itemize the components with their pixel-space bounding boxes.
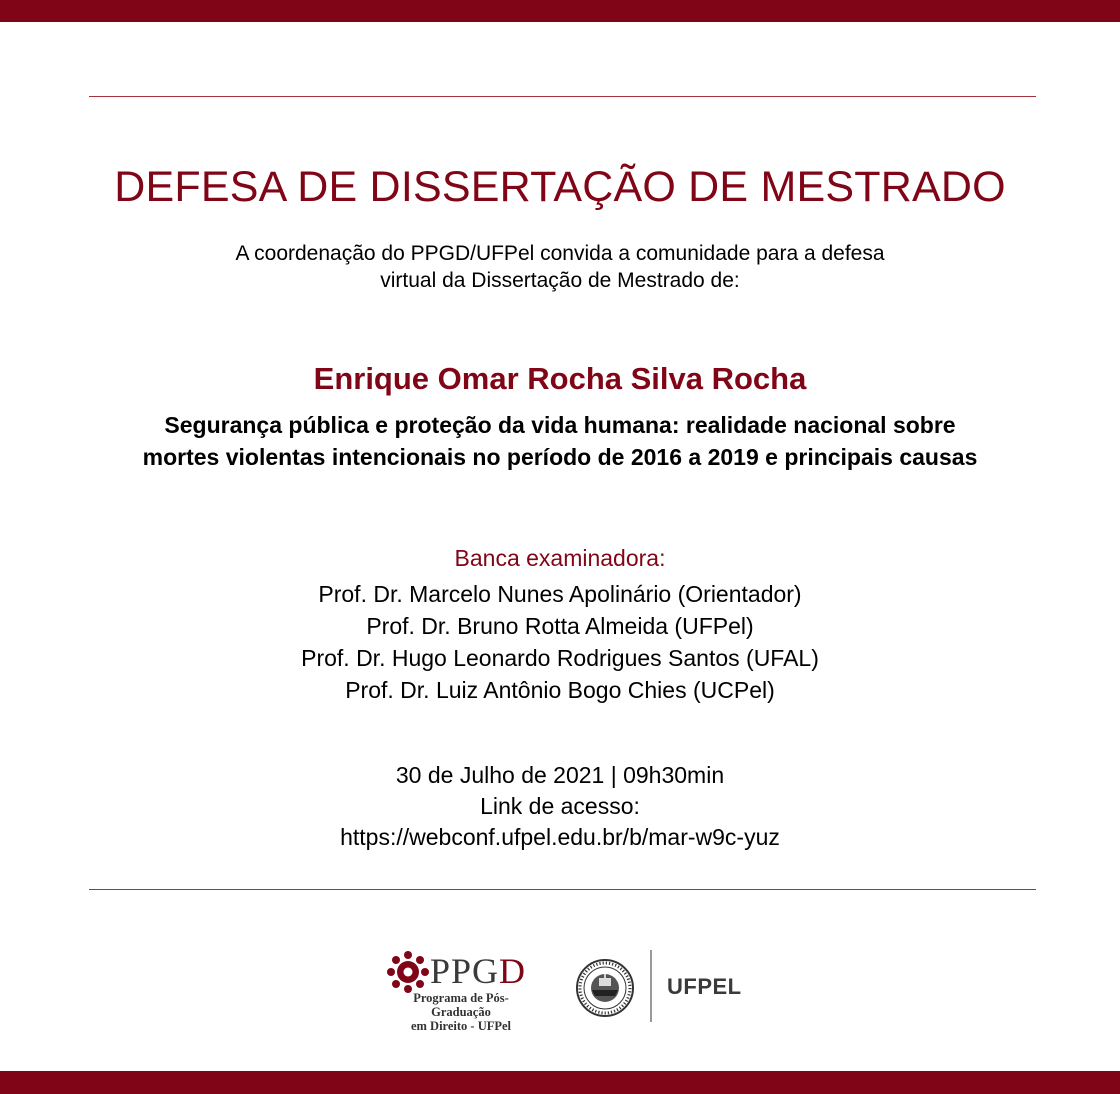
event-details	[0, 760, 1120, 853]
bottom-band	[0, 1071, 1120, 1094]
access-link-label: Link de acesso:	[480, 793, 640, 819]
bottom-divider-line	[89, 889, 1036, 890]
thesis-title-line-2: mortes violentas intencionais no período de 2016 a 2019 e principais causas	[142, 444, 978, 470]
ppgd-logo	[386, 950, 546, 1033]
event-datetime: 30 de Julho de 2021 | 09h30min	[395, 762, 725, 788]
thesis-title	[0, 409, 1120, 473]
page-title: DEFESA DE DISSERTAÇÃO DE MESTRADO	[114, 163, 1006, 211]
logo-divider	[650, 950, 652, 1022]
ppgd-emblem-icon	[386, 950, 430, 994]
board-member: Prof. Dr. Bruno Rotta Almeida (UFPel)	[366, 613, 754, 639]
ppgd-subtitle	[386, 991, 536, 1033]
board-member: Prof. Dr. Marcelo Nunes Apolinário (Orientador)	[318, 581, 802, 607]
ufpel-seal-icon	[575, 958, 635, 1018]
board-member: Prof. Dr. Hugo Leonardo Rodrigues Santos (UFAL)	[301, 645, 819, 671]
board-member: Prof. Dr. Luiz Antônio Bogo Chies (UCPel)	[345, 677, 775, 703]
board-heading: Banca examinadora:	[454, 545, 666, 571]
top-divider-line	[89, 96, 1036, 97]
invitation-text	[0, 240, 1120, 294]
invitation-line-2: virtual da Dissertação de Mestrado de:	[380, 269, 740, 292]
ppgd-subtitle-line-2: em Direito - UFPel	[410, 1019, 512, 1033]
invitation-line-1: A coordenação do PPGD/UFPel convida a comunidade para a defesa	[235, 242, 885, 265]
top-band	[0, 0, 1120, 22]
ufpel-wordmark: UFPEL	[667, 974, 742, 999]
ppgd-wordmark-prefix: PPG	[430, 951, 500, 991]
candidate-name: Enrique Omar Rocha Silva Rocha	[313, 361, 807, 396]
board-members-list	[0, 578, 1120, 706]
access-link-url[interactable]: https://webconf.ufpel.edu.br/b/mar-w9c-yuz	[340, 824, 780, 850]
ppgd-subtitle-line-1: Programa de Pós-Graduação	[413, 991, 509, 1019]
ppgd-wordmark-suffix: D	[499, 951, 527, 991]
ppgd-wordmark	[430, 951, 526, 991]
thesis-title-line-1: Segurança pública e proteção da vida humana: realidade nacional sobre	[164, 412, 956, 438]
